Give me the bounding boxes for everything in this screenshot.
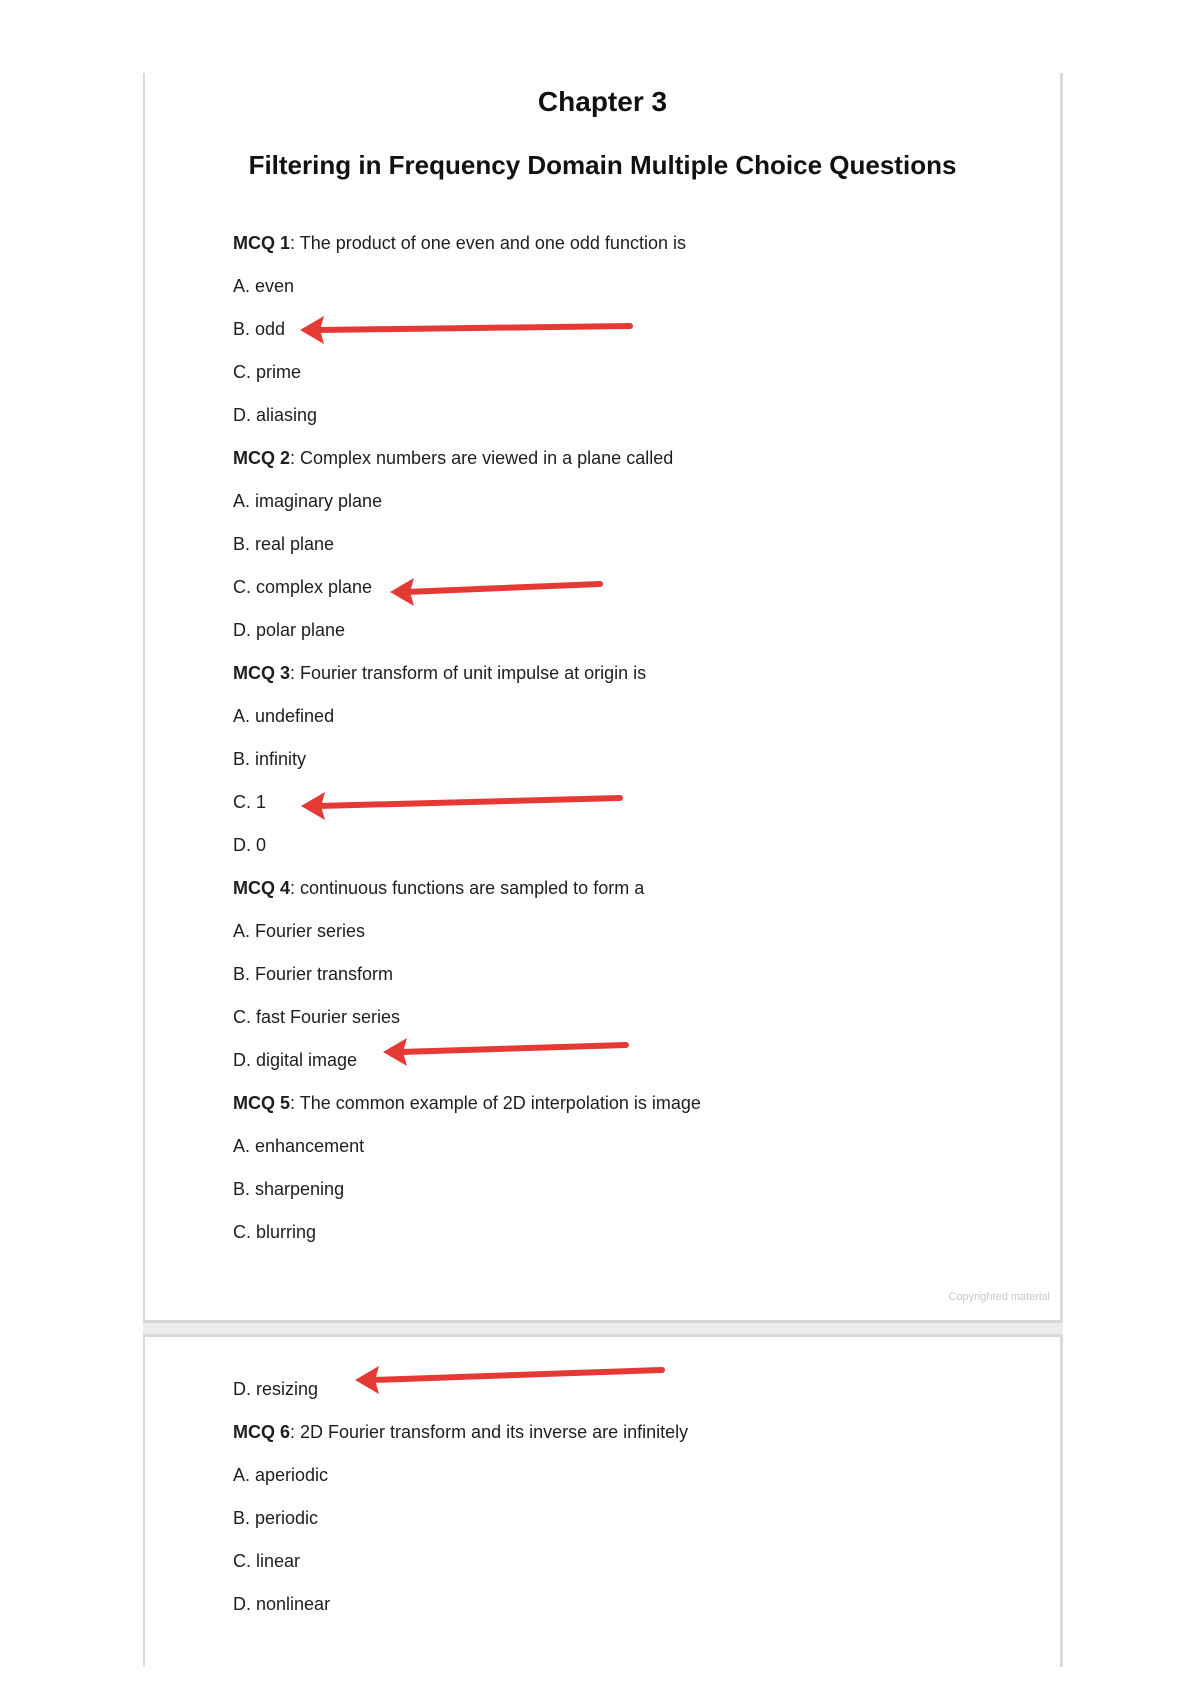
option-1b: B. odd: [233, 319, 286, 339]
option-6a: A. aperiodic: [233, 1465, 329, 1485]
question-number: MCQ 4: [233, 878, 291, 898]
option-1c: C. prime: [233, 362, 302, 382]
option-6b: B. periodic: [233, 1508, 319, 1528]
option-3d: D. 0: [233, 835, 267, 855]
question-number: MCQ 5: [233, 1093, 291, 1113]
option-6c: C. linear: [233, 1551, 301, 1571]
question-1: [233, 233, 686, 254]
question-4: [233, 878, 644, 899]
question-6: [233, 1422, 688, 1443]
question-text: : Complex numbers are viewed in a plane called: [290, 448, 674, 468]
option-2c: C. complex plane: [233, 577, 373, 597]
option-3a: A. undefined: [233, 706, 335, 726]
chapter-heading: Chapter 3: [537, 86, 668, 117]
option-2b: B. real plane: [233, 534, 335, 554]
question-text: : Fourier transform of unit impulse at origin is: [290, 663, 647, 683]
question-number: MCQ 3: [233, 663, 291, 683]
option-4b: B. Fourier transform: [233, 964, 394, 984]
option-2a: A. imaginary plane: [233, 491, 383, 511]
option-6d: D. nonlinear: [233, 1594, 331, 1614]
option-3c: C. 1: [233, 792, 267, 812]
question-3: [233, 663, 646, 684]
option-1d: D. aliasing: [233, 405, 318, 425]
option-5a: A. enhancement: [233, 1136, 365, 1156]
question-text: : The product of one even and one odd function is: [290, 233, 686, 253]
question-2: [233, 448, 673, 469]
copyright-watermark: Copyrighted material: [948, 1291, 1050, 1303]
question-number: MCQ 1: [233, 233, 291, 253]
option-4a: A. Fourier series: [233, 921, 366, 941]
option-4d: D. digital image: [233, 1050, 358, 1070]
option-5c: C. blurring: [233, 1222, 317, 1242]
question-number: MCQ 6: [233, 1422, 291, 1442]
option-3b: B. infinity: [233, 749, 307, 769]
question-text: : 2D Fourier transform and its inverse are infinitely: [290, 1422, 689, 1442]
question-number: MCQ 2: [233, 448, 291, 468]
option-5d: D. resizing: [233, 1379, 319, 1399]
option-2d: D. polar plane: [233, 620, 346, 640]
option-4c: C. fast Fourier series: [233, 1007, 401, 1027]
question-5: [233, 1093, 701, 1114]
question-text: : The common example of 2D interpolation is image: [290, 1093, 701, 1113]
option-1a: A. even: [233, 276, 295, 296]
page-title: Filtering in Frequency Domain Multiple Choice Questions: [248, 150, 957, 180]
option-5b: B. sharpening: [233, 1179, 345, 1199]
document-page-1: [143, 73, 1063, 1323]
question-text: : continuous functions are sampled to form a: [290, 878, 645, 898]
document-page-2: [143, 1334, 1063, 1667]
